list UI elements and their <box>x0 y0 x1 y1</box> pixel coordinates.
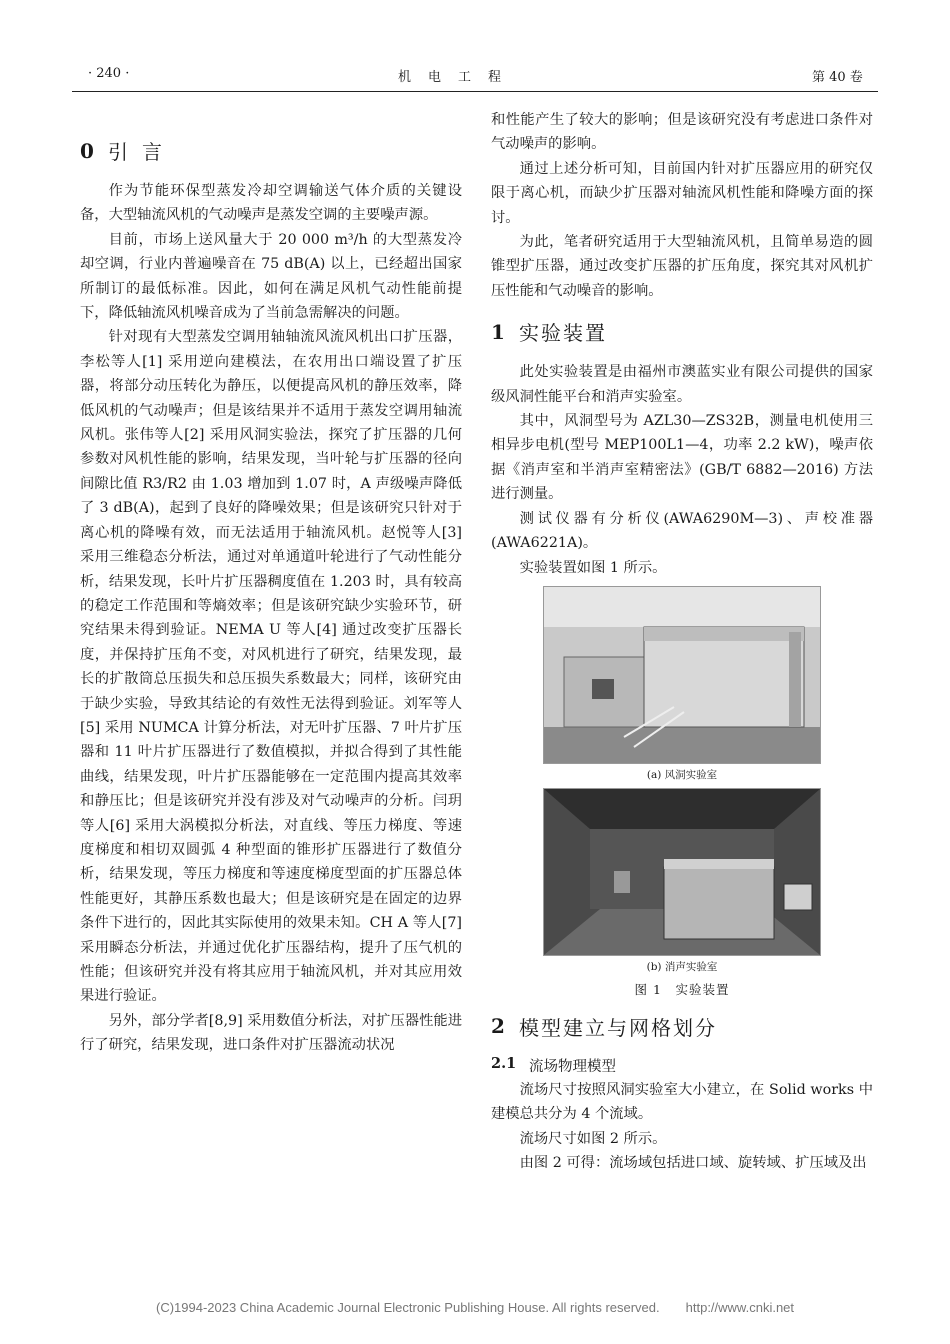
wind-tunnel-photo <box>543 586 821 764</box>
figure-1 <box>543 586 821 998</box>
figure-1a-caption: (a) 风洞实验室 <box>646 768 718 781</box>
anechoic-room-photo <box>543 788 821 956</box>
subsection-heading-2-1: 2.1 流场物理模型 <box>491 1054 616 1075</box>
paragraph: 流场尺寸按照风洞实验室大小建立，在 Solid works 中建模总共分为 4 个流域。 <box>491 1081 873 1123</box>
paragraph: 作为节能环保型蒸发冷却空调输送气体介质的关键设备，大型轴流风机的气动噪声是蒸发空调的主要噪声源。 <box>80 183 462 224</box>
paragraph: 流场尺寸如图 2 所示。 <box>519 1130 667 1147</box>
page-number: · 240 · <box>88 66 130 81</box>
paragraph: 此处实验装置是由福州市澳蓝实业有限公司提供的国家级风洞性能平台和消声实验室。 <box>491 364 873 405</box>
paragraph: 针对现有大型蒸发空调用轴轴流风流风机出口扩压器，李松等人[1] 采用逆向建模法，在农用出口端设置了扩压器，将部分动压转化为静压，以便提高风机的静压效率，降低风机的气动噪声；但是该结果并不适用于蒸发空调用轴流风机。张伟等人[2] 采用风洞实验法，探究了扩压器的几何参数对风机性能的影响，结果发现，当叶轮与扩压器的径向间隙比值 R3/R2 由 1.03 增加到 1.07 时，A 声级噪声降低了 3 dB(A)，起到了良好的降噪效果；但是该研究只针对于离心机的降噪有效，而无法适用于轴流风机。赵悦等人[3] 采用三维稳态分析法，通过对单通道叶轮进行了气动性能分析，结果发现，长叶片扩压器稠度值在 1.203 时，具有较高的稳定工作范围和等熵效率；但是该研究缺少实验环节，研究结果未得到验证。NEMA U 等人[4] 通过改变扩压器长度，并保持扩压角不变，对风机进行了研究，结果发现，最长的扩散筒总压损失和总压损失系数最大；同样，该研究由于缺少实验，导致其结论的有效性无法得到验证。刘军等人[5] 采用 NUMCA 计算分析法，对无叶扩压器、7 叶片扩压器和 11 叶片扩压器进行了数值模拟，并拟合得到了其性能曲线，结果发现，叶片扩压器能够在一定范围内提高其效率和静压比；但是该研究并没有涉及对气动噪声的分析。闫玥等人[6] 采用大涡模拟分析法，对直线、等压力梯度、等速度梯度和相切双圆弧 4 种型面的锥形扩压器进行了数值分析，结果发现，等压力梯度和等速度梯度型面的扩压器总体性能更好，其静压系数也最大；但是该研究是在固定的边界条件下进行的，因此其实际使用的效果未知。CH A 等人[7] 采用瞬态分析法，并通过优化扩压器结构，提升了压气机的性能；但该研究并没有将其应用于轴流风机，并对其应用效果进行验证。 <box>80 329 462 1005</box>
figure-1-caption: 图 1 实验装置 <box>634 981 730 997</box>
paragraph: 测试仪器有分析仪(AWA6290M—3)、声校准器(AWA6221A)。 <box>491 510 873 552</box>
right-column <box>491 108 873 1176</box>
journal-name: 机 电 工 程 <box>398 70 504 85</box>
paragraph: 目前，市场上送风量大于 20 000 m³/h 的大型蒸发冷却空调，行业内普遍噪音在 75 dB(A) 以上，已经超出国家所制订的最低标准。因此，如何在满足风机气动性能前提下，降低轴流风机噪音成为了当前急需解决的问题。 <box>80 231 462 322</box>
section-heading-intro: 0 引言 <box>80 138 176 164</box>
paragraph: 和性能产生了较大的影响；但是该研究没有考虑进口条件对气动噪声的影响。 <box>491 112 873 153</box>
section-heading-2: 2 模型建立与网格划分 <box>491 1014 717 1040</box>
paragraph: 为此，笔者研究适用于大型轴流风机，且简单易造的圆锥型扩压器，通过改变扩压器的扩压角度，探究其对风机扩压性能和气动噪音的影响。 <box>491 234 873 299</box>
left-column <box>80 108 462 1058</box>
figure-1b-caption: (b) 消声实验室 <box>646 960 718 973</box>
header-rule <box>72 91 878 92</box>
paragraph: 其中，风洞型号为 AZL30—ZS32B，测量电机使用三相异步电机(型号 MEP100L1—4，功率 2.2 kW)，噪声依据《消声室和半消声室精密法》(GB/T 6882—2016) 方法进行测量。 <box>491 413 873 503</box>
section-heading-1: 1 实验装置 <box>491 319 607 346</box>
volume-label: 第 40 卷 <box>812 70 863 85</box>
paragraph: 由图 2 可得：流场域包括进口域、旋转域、扩压域及出 <box>519 1155 867 1172</box>
paragraph: 通过上述分析可知，目前国内针对扩压器应用的研究仅限于离心机，而缺少扩压器对轴流风机性能和降噪方面的探讨。 <box>491 160 873 226</box>
paragraph: 另外，部分学者[8,9] 采用数值分析法，对扩压器性能进行了研究，结果发现，进口条件对扩压器流动状况 <box>80 1012 462 1054</box>
paragraph: 实验装置如图 1 所示。 <box>519 559 667 576</box>
copyright-footer: (C)1994-2023 China Academic Journal Electronic Publishing House. All rights reserved. http://www.cnki.net <box>155 1300 795 1315</box>
